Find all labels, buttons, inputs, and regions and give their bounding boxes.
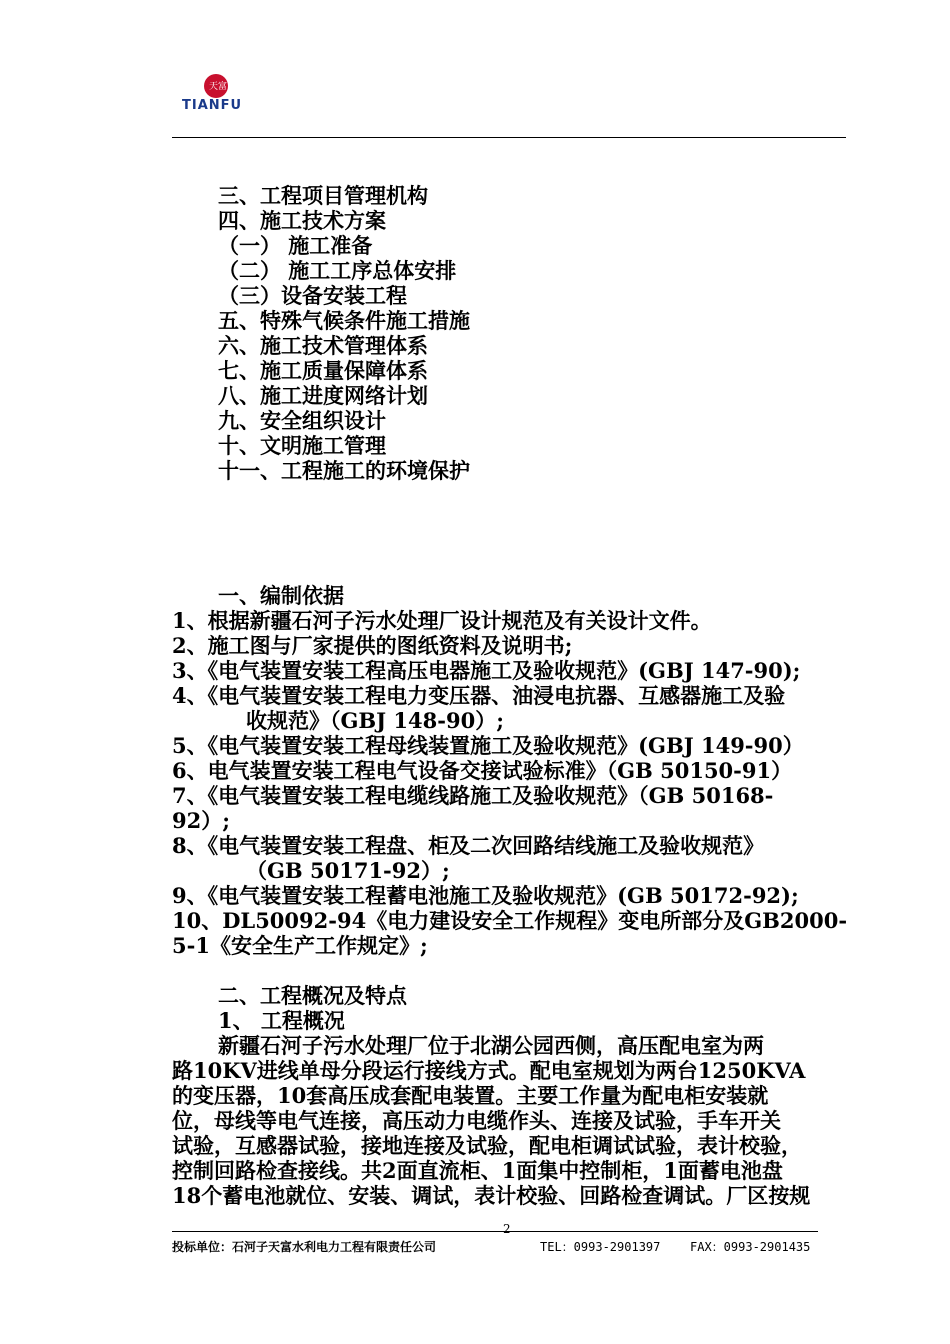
- section-heading: 一、编制依据: [218, 583, 344, 608]
- logo-mark: 天富: [209, 82, 228, 92]
- page-number: 2: [503, 1222, 511, 1236]
- basis-line: 5、《电气装置安装工程母线装置施工及验收规范》(GBJ 149-90）: [172, 733, 804, 758]
- overview-line: 试验，互感器试验，接地连接及试验，配电柜调试试验，表计校验，: [172, 1133, 802, 1158]
- overview-line: 路10KV进线单母分段运行接线方式。配电室规划为两台1250KVA: [172, 1058, 806, 1083]
- toc-item: 十、文明施工管理: [218, 433, 386, 458]
- basis-line: 收规范》（GBJ 148-90）;: [246, 708, 504, 733]
- header-rule: [172, 137, 846, 138]
- toc-item: （三）设备安装工程: [218, 283, 407, 308]
- toc-item: 九、安全组织设计: [218, 408, 386, 433]
- basis-line: 7、《电气装置安装工程电缆线路施工及验收规范》（GB 50168-: [172, 783, 774, 808]
- toc-item: 三、工程项目管理机构: [218, 183, 428, 208]
- section-subheading: 1、 工程概况: [218, 1008, 345, 1033]
- footer-fax: FAX：0993-2901435: [690, 1240, 811, 1254]
- footer-tel: TEL：0993-2901397: [540, 1240, 661, 1254]
- toc-item: 七、施工质量保障体系: [218, 358, 428, 383]
- footer-rule: [172, 1231, 818, 1232]
- toc-item: （一） 施工准备: [218, 233, 373, 258]
- overview-line: 位，母线等电气连接，高压动力电缆作头、连接及试验，手车开关: [172, 1108, 781, 1133]
- logo-text: TIANFU: [182, 98, 243, 113]
- basis-line: 2、施工图与厂家提供的图纸资料及说明书;: [172, 633, 573, 658]
- basis-line: 10、DL50092-94《电力建设安全工作规程》变电所部分及GB2000-: [172, 908, 848, 933]
- basis-line: 92）;: [172, 808, 230, 833]
- toc-item: 四、施工技术方案: [218, 208, 386, 233]
- footer-unit: 投标单位：石河子天富水利电力工程有限责任公司: [172, 1240, 437, 1254]
- basis-line: 8、《电气装置安装工程盘、柜及二次回路结线施工及验收规范》: [172, 833, 765, 858]
- toc-item: 八、施工进度网络计划: [218, 383, 428, 408]
- toc-item: （二） 施工工序总体安排: [218, 258, 457, 283]
- overview-line: 新疆石河子污水处理厂位于北湖公园西侧，高压配电室为两: [218, 1033, 764, 1058]
- toc-item: 五、特殊气候条件施工措施: [218, 308, 470, 333]
- basis-line: 4、《电气装置安装工程电力变压器、油浸电抗器、互感器施工及验: [172, 683, 786, 708]
- basis-line: 5-1《安全生产工作规定》;: [172, 933, 428, 958]
- basis-line: 6、电气装置安装工程电气设备交接试验标准》（GB 50150-91）: [172, 758, 793, 783]
- basis-line: 1、根据新疆石河子污水处理厂设计规范及有关设计文件。: [172, 608, 712, 633]
- basis-line: （GB 50171-92）;: [246, 858, 450, 883]
- toc-item: 六、施工技术管理体系: [218, 333, 428, 358]
- toc-item: 十一、工程施工的环境保护: [218, 458, 470, 483]
- overview-line: 控制回路检查接线。共2面直流柜、1面集中控制柜，1面蓄电池盘: [172, 1158, 783, 1183]
- overview-line: 的变压器，10套高压成套配电装置。主要工作量为配电柜安装就: [172, 1083, 769, 1108]
- section-heading: 二、工程概况及特点: [218, 983, 407, 1008]
- company-logo: [182, 72, 252, 112]
- overview-line: 18个蓄电池就位、安装、调试，表计校验、回路检查调试。厂区按规: [172, 1183, 811, 1208]
- basis-line: 3、《电气装置安装工程高压电器施工及验收规范》(GBJ 147-90);: [172, 658, 801, 683]
- basis-line: 9、《电气装置安装工程蓄电池施工及验收规范》(GB 50172-92);: [172, 883, 799, 908]
